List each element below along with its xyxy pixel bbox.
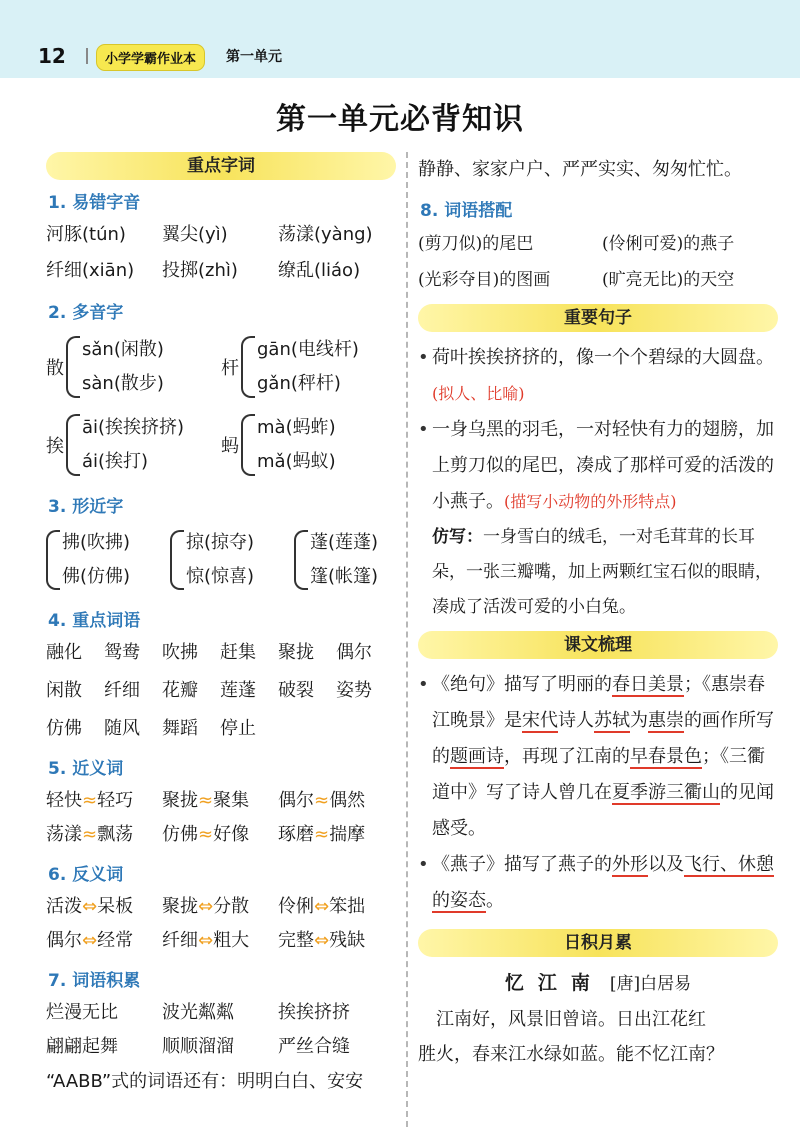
- section-title: 3. 形近字: [48, 497, 124, 517]
- char-item: 篷(帐篷): [310, 566, 379, 587]
- polyphone-group: [221, 328, 359, 406]
- synonym-pair: 仿佛≈好像: [162, 824, 250, 845]
- poem-author: [唐]白居易: [609, 974, 692, 994]
- poem-title: 忆江南: [504, 972, 604, 994]
- idiom-item: 翩翩起舞: [46, 1036, 118, 1057]
- antonym-row: [46, 890, 396, 924]
- collocation-item: (光彩夺目)的图画: [418, 270, 551, 290]
- pronunciation-row: [46, 254, 396, 290]
- polyphone-group: [46, 328, 221, 406]
- brace: [46, 530, 60, 590]
- word-item: 纤细(xiān): [46, 260, 135, 281]
- section-title: 8. 词语搭配: [420, 201, 513, 221]
- word-item: 纤细: [104, 680, 140, 701]
- synonym-pair: 荡漾≈飘荡: [46, 824, 134, 845]
- idiom-row: [46, 1030, 396, 1064]
- brand-badge: 小学学霸作业本: [96, 44, 205, 71]
- reading: sǎn(闲散): [82, 339, 164, 360]
- antonym-pair: 聚拢⇔分散: [162, 896, 250, 917]
- reading: ái(挨打): [82, 451, 149, 472]
- sentence-note: (拟人、比喻): [432, 384, 525, 403]
- banner-key-words: 重点字词: [46, 152, 396, 180]
- char-item: 蓬(莲蓬): [310, 532, 379, 553]
- synonym-pair: 琢磨≈揣摩: [278, 824, 366, 845]
- reading: sàn(散步): [82, 373, 164, 394]
- section-title: 6. 反义词: [48, 865, 124, 885]
- synonym-pair: 聚拢≈聚集: [162, 790, 250, 811]
- char-item: 拂(吹拂): [62, 532, 131, 553]
- antonym-row: [46, 924, 396, 958]
- poem-heading: [418, 965, 778, 1002]
- idiom-item: 烂漫无比: [46, 1002, 118, 1023]
- reading: mà(蚂蚱): [257, 417, 336, 438]
- word-item: 舞蹈: [162, 718, 198, 739]
- collocation-item: (剪刀似)的尾巴: [418, 234, 534, 254]
- brace: [294, 530, 308, 590]
- word-item: 赶集: [220, 642, 256, 663]
- right-column: [418, 152, 778, 1072]
- review-item: • 《燕子》描写了燕子的外形以及飞行、休憩的姿态。: [418, 847, 778, 919]
- synonym-row: [46, 784, 396, 818]
- pronunciation-row: [46, 218, 396, 254]
- reading: gān(电线杆): [257, 339, 359, 360]
- synonym-row: [46, 818, 396, 852]
- brace: [66, 414, 80, 476]
- sentence-note: (描写小动物的外形特点): [504, 492, 677, 511]
- left-column: [46, 152, 396, 1100]
- word-item: 荡漾(yàng): [278, 224, 373, 245]
- antonym-pair: 活泼⇔呆板: [46, 896, 134, 917]
- poem-line: 胜火，春来江水绿如蓝。能不忆江南？: [418, 1044, 724, 1065]
- column-divider: [406, 152, 408, 1127]
- char-item: 佛(仿佛): [62, 566, 131, 587]
- antonym-pair: 纤细⇔粗大: [162, 930, 250, 951]
- char-item: 掠(掠夺): [186, 532, 255, 553]
- imitation-label: 仿写：: [432, 527, 483, 547]
- brace: [170, 530, 184, 590]
- word-item: 鸳鸯: [104, 642, 140, 663]
- similar-group: [294, 522, 378, 598]
- banner-text-review: 课文梳理: [418, 631, 778, 659]
- collocation-row: [418, 226, 778, 262]
- antonym-pair: 偶尔⇔经常: [46, 930, 134, 951]
- word-item: 河豚(tún): [46, 224, 126, 245]
- section-title: 2. 多音字: [48, 303, 124, 323]
- word-item: 停止: [220, 718, 256, 739]
- polyphone-char: 杆: [221, 358, 239, 379]
- brace: [241, 336, 255, 398]
- similar-group: [170, 522, 294, 598]
- poem-line: 江南好，风景旧曾谙。日出江花红: [436, 1009, 706, 1030]
- section-title: 4. 重点词语: [48, 611, 141, 631]
- word-item: 姿势: [336, 680, 372, 701]
- idiom-row: [46, 996, 396, 1030]
- section-title: 7. 词语积累: [48, 971, 141, 991]
- synonym-pair: 轻快≈轻巧: [46, 790, 134, 811]
- imitation-writing: 仿写：一身雪白的绒毛，一对毛茸茸的长耳朵，一张三瓣嘴，加上两颗红宝石似的眼睛，凑成了活泼可爱的小白兔。: [432, 527, 772, 617]
- similar-chars-row: [46, 522, 396, 598]
- banner-key-sentences: 重要句子: [418, 304, 778, 332]
- aabb-note: “AABB”式的词语还有：明明白白、安安: [46, 1071, 364, 1092]
- polyphone-char: 挨: [46, 436, 64, 457]
- review-item: • 《绝句》描写了明丽的春日美景；《惠崇春江晚景》是宋代诗人苏轼为惠崇的画作所写的题画诗，再现了江南的早春景色；《三衢道中》写了诗人曾几在夏季游三衢山的见闻感受。: [418, 667, 778, 847]
- word-item: 随风: [104, 718, 140, 739]
- word-item: 偶尔: [336, 642, 372, 663]
- collocation-item: (伶俐可爱)的燕子: [602, 234, 735, 254]
- idiom-item: 波光粼粼: [162, 1002, 234, 1023]
- antonym-pair: 完整⇔残缺: [278, 930, 366, 951]
- word-item: 花瓣: [162, 680, 198, 701]
- similar-group: [46, 522, 170, 598]
- brace: [241, 414, 255, 476]
- polyphone-group: [46, 406, 221, 484]
- section-title: 1. 易错字音: [48, 193, 141, 213]
- word-item: 闲散: [46, 680, 82, 701]
- collocation-row: [418, 262, 778, 298]
- word-item: 吹拂: [162, 642, 198, 663]
- word-item: 融化: [46, 642, 82, 663]
- polyphone-row: [46, 406, 396, 484]
- word-item: 破裂: [278, 680, 314, 701]
- aabb-continued: 静静、家家户户、严严实实、匆匆忙忙。: [418, 159, 742, 180]
- key-words-grid: [46, 636, 396, 746]
- unit-label: 第一单元: [226, 49, 282, 65]
- section-title: 5. 近义词: [48, 759, 124, 779]
- word-item: 缭乱(liáo): [278, 260, 361, 281]
- sentence-item: • 荷叶挨挨挤挤的，像一个个碧绿的大圆盘。(拟人、比喻): [418, 340, 778, 412]
- idiom-item: 严丝合缝: [278, 1036, 350, 1057]
- page-number: 12: [38, 44, 66, 68]
- word-item: 仿佛: [46, 718, 82, 739]
- header-separator: [86, 48, 88, 64]
- reading: mǎ(蚂蚁): [257, 451, 336, 472]
- antonym-pair: 伶俐⇔笨拙: [278, 896, 366, 917]
- synonym-pair: 偶尔≈偶然: [278, 790, 366, 811]
- sentence-item: • 一身乌黑的羽毛，一对轻快有力的翅膀，加上剪刀似的尾巴，凑成了那样可爱的活泼的小燕子。(描写小动物的外形特点): [418, 412, 778, 520]
- char-item: 惊(惊喜): [186, 566, 255, 587]
- word-item: 翼尖(yì): [162, 224, 228, 245]
- banner-daily-accumulation: 日积月累: [418, 929, 778, 957]
- collocation-item: (旷亮无比)的天空: [602, 270, 735, 290]
- word-item: 聚拢: [278, 642, 314, 663]
- polyphone-group: [221, 406, 336, 484]
- reading: āi(挨挨挤挤): [82, 417, 185, 438]
- idiom-item: 挨挨挤挤: [278, 1002, 350, 1023]
- brace: [66, 336, 80, 398]
- word-item: 投掷(zhì): [162, 260, 238, 281]
- polyphone-char: 散: [46, 358, 64, 379]
- polyphone-char: 蚂: [221, 436, 239, 457]
- polyphone-row: [46, 328, 396, 406]
- idiom-item: 顺顺溜溜: [162, 1036, 234, 1057]
- word-item: 莲蓬: [220, 680, 256, 701]
- page-title: 第一单元必背知识: [276, 102, 524, 137]
- reading: gǎn(秤杆): [257, 373, 341, 394]
